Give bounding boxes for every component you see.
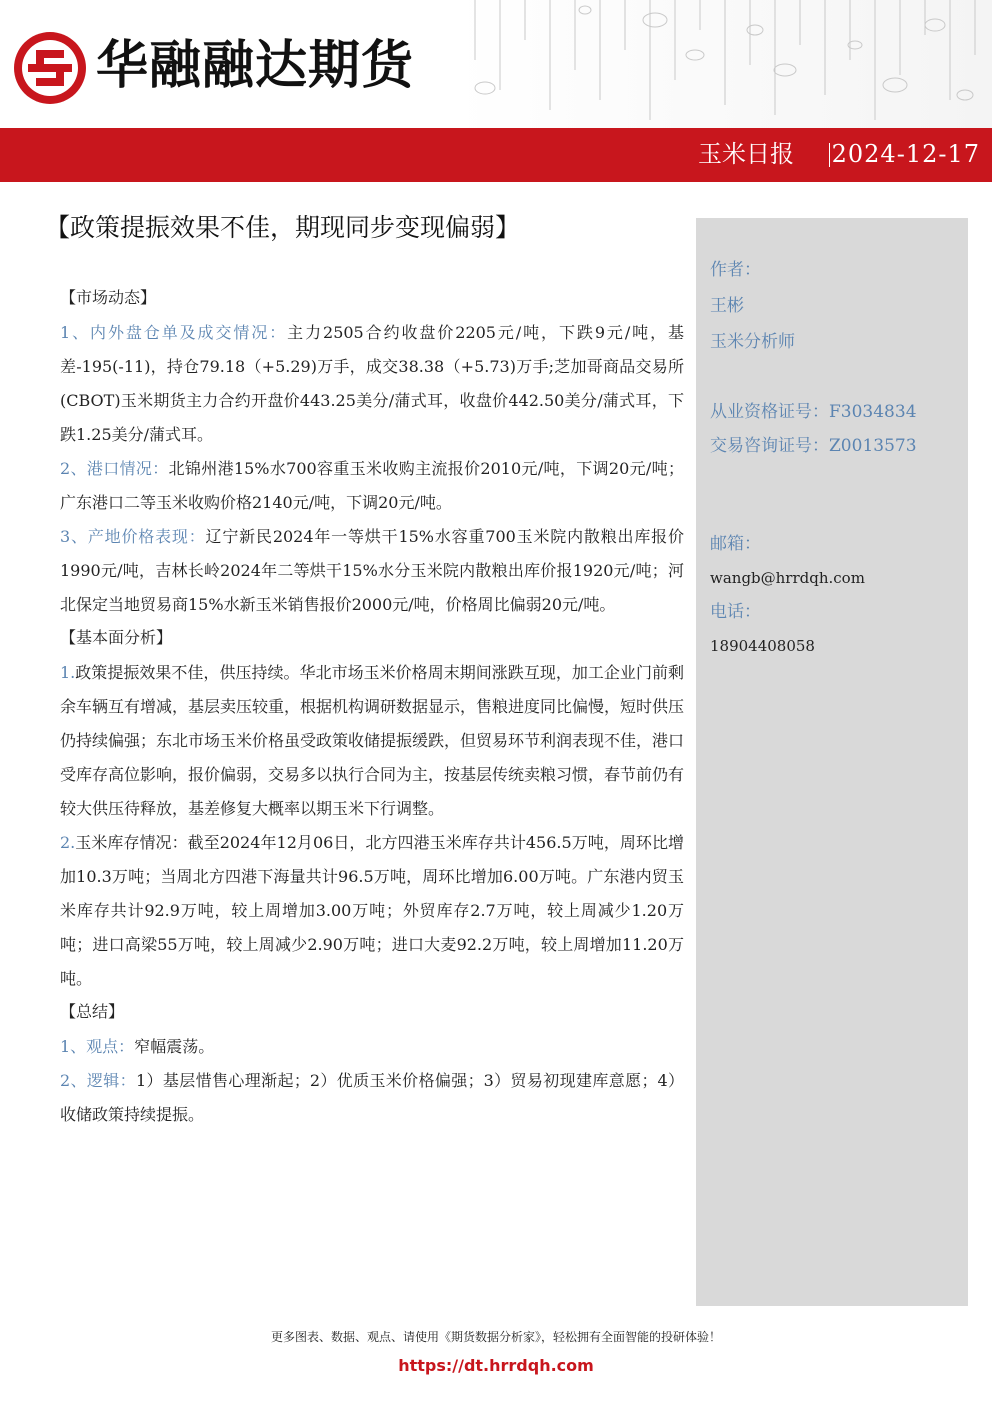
item-text: 1）基层惜售心理渐起；2）优质玉米价格偏强；3）贸易初现建库意愿；4）收储政策持续提振。	[60, 1071, 684, 1124]
summary-item	[60, 1064, 684, 1132]
document-title: 【政策提振效果不佳，期现同步变现偏弱】	[45, 213, 521, 242]
item-text: 主力2505合约收盘价2205元/吨，下跌9元/吨，基差-195(-11)，持仓79.18（+5.29)万手，成交38.38（+5.73)万手;芝加哥商品交易所(CBOT)玉米期货主力合约开盘价443.25美分/蒲式耳，收盘价442.50美分/蒲式耳，下跌1.25美分/蒲式耳。	[60, 323, 684, 444]
summary-item	[60, 1030, 684, 1064]
market-item	[60, 452, 684, 520]
item-lead: 3、产地价格表现：	[60, 527, 206, 546]
email-label: 邮箱：	[710, 534, 761, 554]
section-heading-market: 【市场动态】	[60, 288, 157, 307]
phone-value: 18904408058	[710, 637, 815, 655]
item-lead: 1、内外盘仓单及成交情况：	[60, 323, 288, 342]
decorative-lines-graphic	[455, 0, 992, 128]
consult-line	[710, 434, 917, 458]
item-lead: 2.	[60, 833, 76, 852]
footer-note: 更多图表、数据、观点、请使用《期货数据分析家》，轻松拥有全面智能的投研体验！	[270, 1330, 721, 1344]
phone-label: 电话：	[710, 602, 761, 622]
market-item	[60, 316, 684, 452]
footer-link[interactable]: https://dt.hrrdqh.com	[398, 1356, 594, 1375]
consult-label: 交易咨询证号：	[710, 436, 829, 456]
market-item	[60, 520, 684, 622]
qualification-line	[710, 400, 917, 424]
report-date: 2024-12-17	[831, 140, 980, 168]
item-lead: 1.	[60, 663, 76, 682]
company-name: 华融融达期货	[96, 36, 415, 96]
header-separator	[829, 143, 830, 167]
fundamental-item	[60, 656, 684, 826]
item-text: 辽宁新民2024年一等烘干15%水容重700玉米院内散粮出库报价1990元/吨，吉林长岭2024年二等烘干15%水分玉米院内散粮出库价报1920元/吨；河北保定当地贸易商15%水新玉米销售报价2000元/吨，价格周比偏弱20元/吨。	[60, 527, 684, 614]
section-heading-summary: 【总结】	[60, 1002, 125, 1021]
email-value[interactable]: wangb@hrrdqh.com	[710, 569, 865, 587]
qualification-number: F3034834	[829, 402, 917, 422]
author-label: 作者：	[710, 260, 761, 280]
item-lead: 1、观点：	[60, 1037, 135, 1056]
item-text: 玉米库存情况：截至2024年12月06日，北方四港玉米库存共计456.5万吨，周环比增加10.3万吨；当周北方四港下海量共计96.5万吨，周环比增加6.00万吨。广东港内贸玉米库存共计92.9万吨，较上周增加3.00万吨；外贸库存2.7万吨，较上周减少1.20万吨；进口高梁55万吨，较上周减少2.90万吨；进口大麦92.2万吨，较上周增加11.20万吨。	[60, 833, 684, 988]
author-name: 王彬	[710, 296, 744, 316]
item-lead: 2、逻辑：	[60, 1071, 136, 1090]
item-text: 北锦州港15%水700容重玉米收购主流报价2010元/吨，下调20元/吨；广东港口二等玉米收购价格2140元/吨，下调20元/吨。	[60, 459, 684, 512]
author-title: 玉米分析师	[710, 332, 795, 352]
report-type: 玉米日报	[698, 140, 794, 168]
company-logo-icon	[12, 30, 88, 106]
main-content	[60, 282, 684, 1132]
qualification-label: 从业资格证号：	[710, 402, 829, 422]
report-header	[0, 0, 992, 182]
item-lead: 2、港口情况：	[60, 459, 169, 478]
fundamental-item	[60, 826, 684, 996]
item-text: 政策提振效果不佳，供压持续。华北市场玉米价格周末期间涨跌互现，加工企业门前剩余车辆互有增减，基层卖压较重，根据机构调研数据显示，售粮进度同比偏慢，短时供压仍持续偏强；东北市场玉米价格虽受政策收储提振缓跌，但贸易环节利润表现不佳，港口受库存高位影响，报价偏弱，交易多以执行合同为主，按基层传统卖粮习惯，春节前仍有较大供压待释放，基差修复大概率以期玉米下行调整。	[60, 663, 685, 818]
section-heading-fundamental: 【基本面分析】	[60, 628, 173, 647]
item-text: 窄幅震荡。	[134, 1037, 215, 1056]
consult-number: Z0013573	[829, 436, 917, 456]
author-sidebar	[696, 218, 968, 1306]
